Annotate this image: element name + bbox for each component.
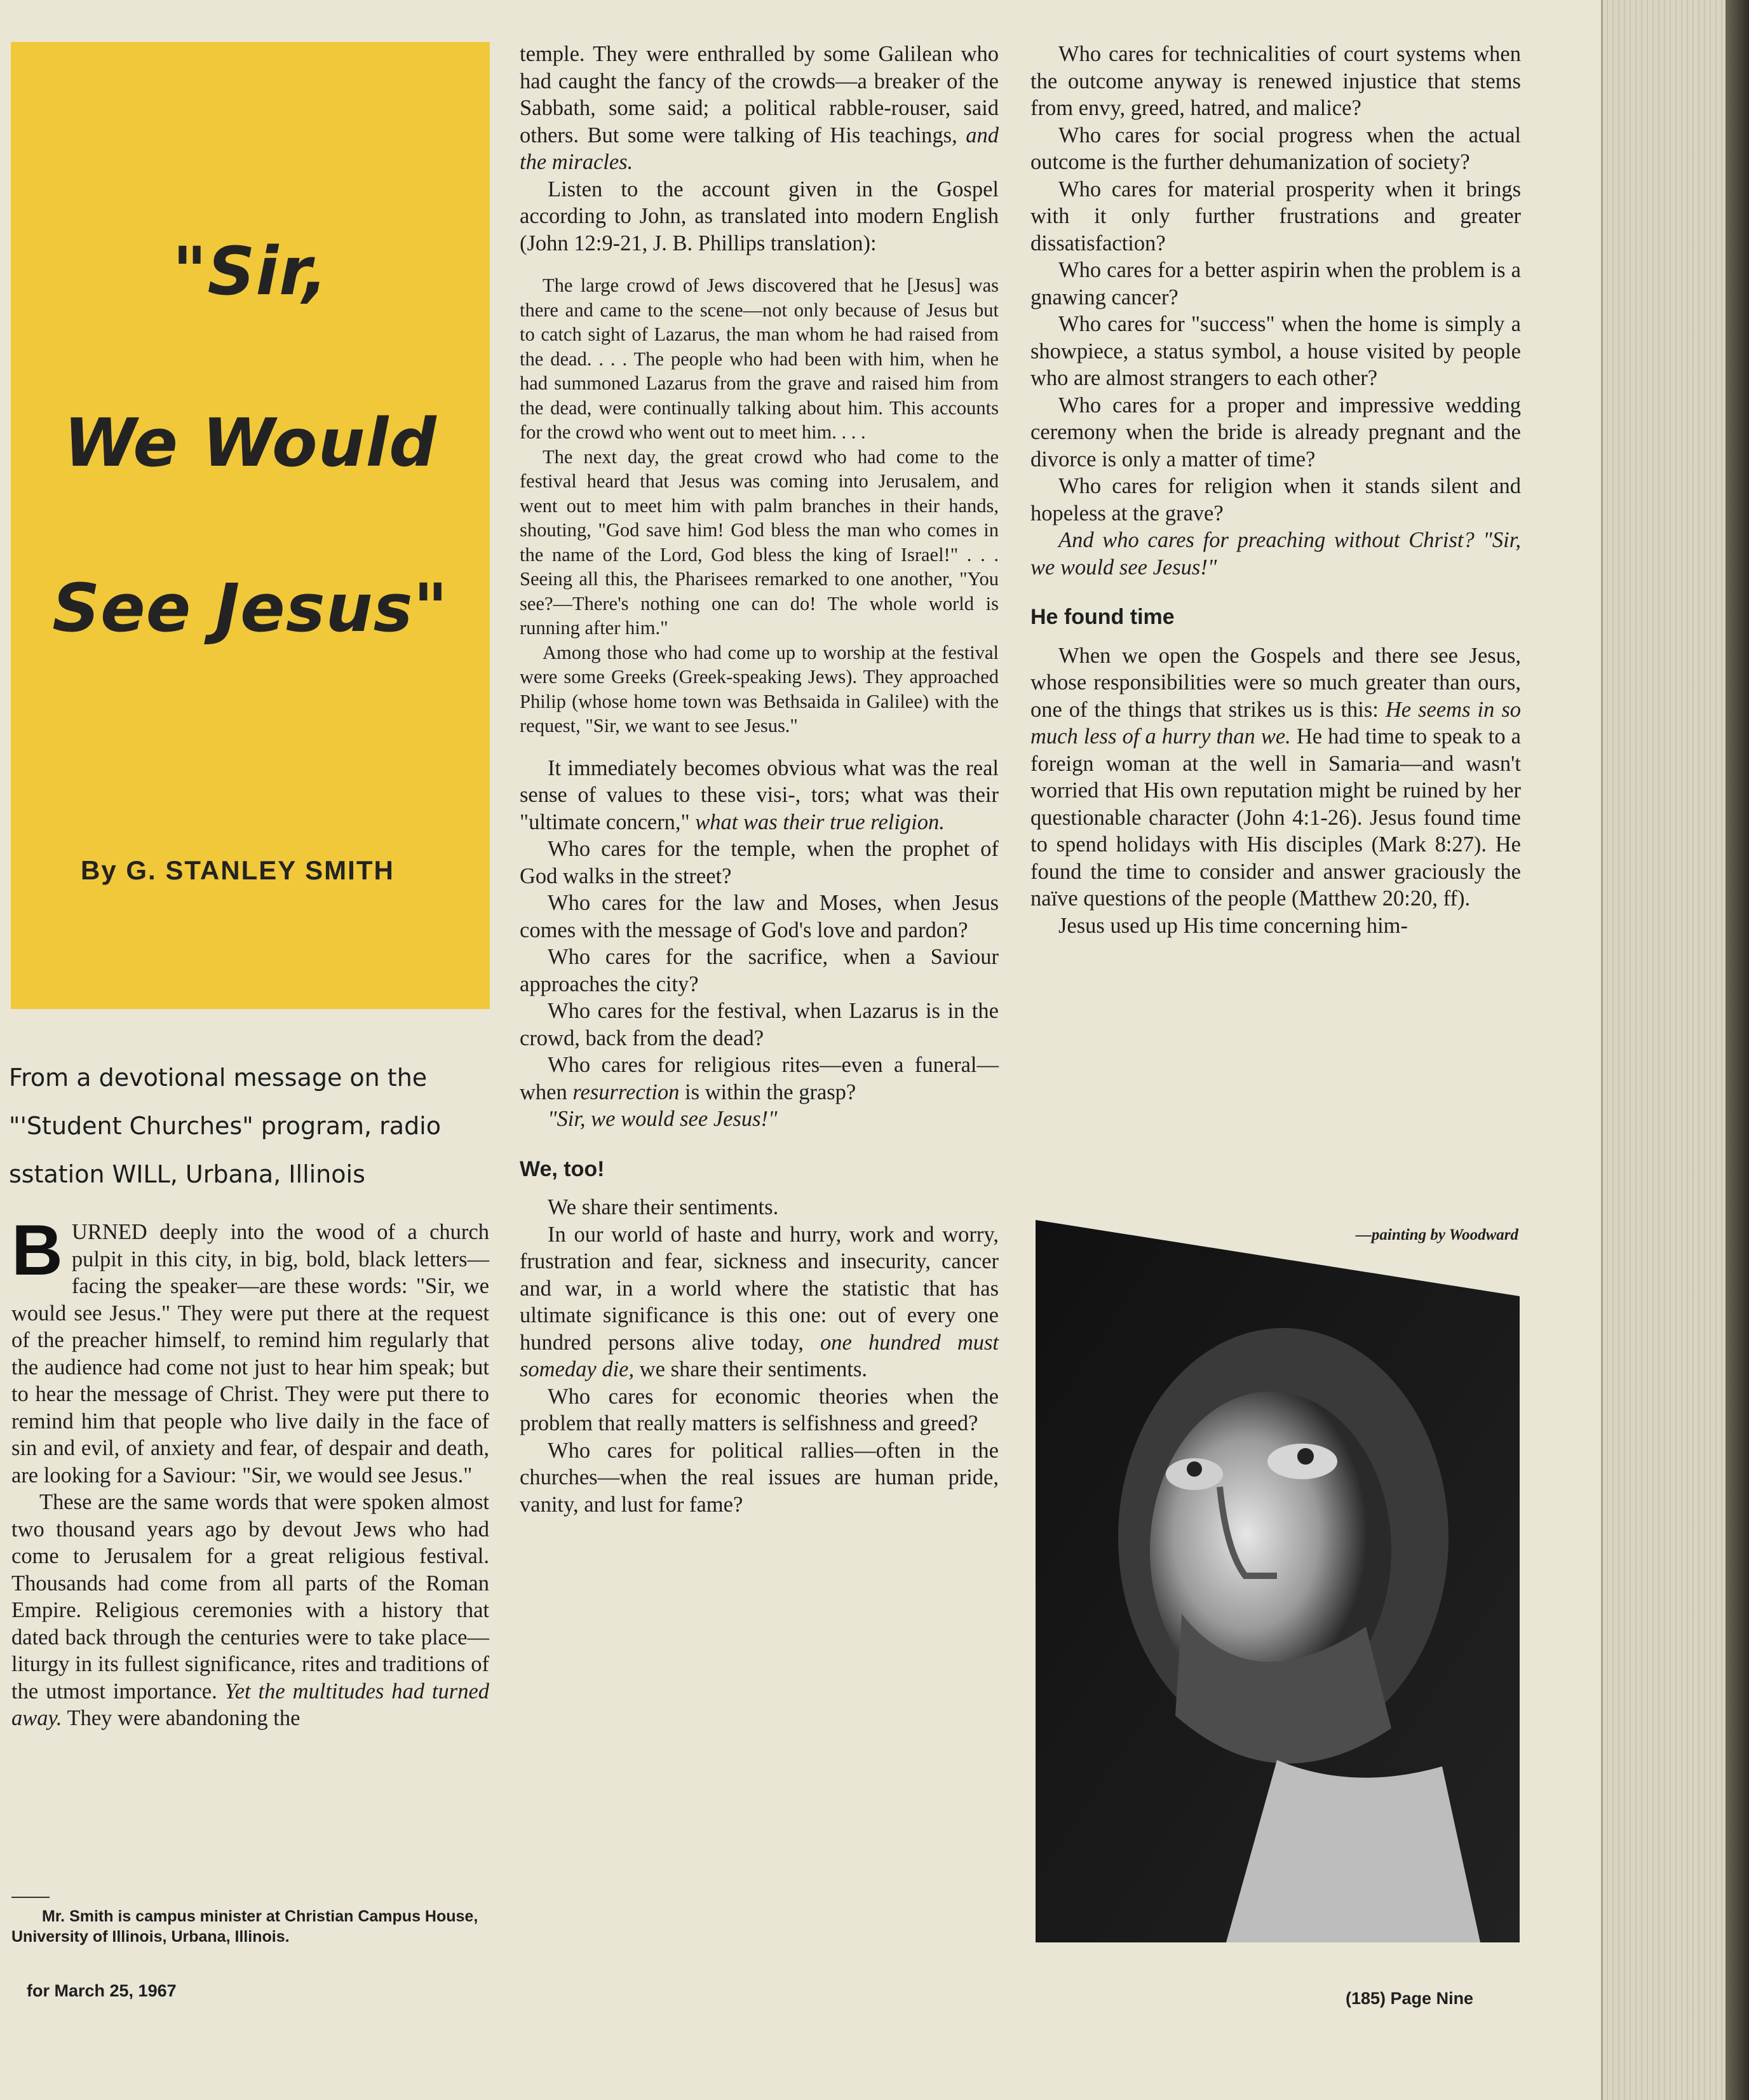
body-paragraph: Who cares for material prosperity when it brings with it only further frustrations and greater dissatisfaction? — [1030, 177, 1521, 255]
body-paragraph: Listen to the account given in the Gospel according to John, as translated into modern English (John 12:9-21, J. B. Phillips translation): — [520, 177, 999, 255]
scripture-quote: The large crowd of Jews discovered that he [Jesus] was there and came to the scene—not only because of Jesus but to catch sight of Lazarus, the man whom he had raised from the dead. . . . The people who had been with him, when he had summoned Lazarus from the grave and raised him from the dead, were continually talking about him. This accounts for the crowd who went out to meet him. . . . — [520, 274, 999, 443]
body-paragraph: Jesus used up His time concerning him- — [1058, 913, 1408, 938]
title-line-3: See Jesus" — [52, 569, 449, 647]
body-paragraph: Who cares for "success" when the home is simply a showpiece, a status symbol, a house visited by people who are almost strangers to each other? — [1030, 312, 1521, 390]
body-paragraph: These are the same words that were spoken almost two thousand years ago by devout Jews who had come to Jerusalem for a great religious festival. Thousands had come from all parts of the Roman Empire. Religious ceremonies with a history that dated back through the centuries were to take place—liturgy in its fullest significance, rites and traditions of the utmost importance. Yet the multitudes had turned away. They were abandoning the — [11, 1490, 490, 1730]
section-heading: He found time — [1030, 605, 1175, 629]
intro-subhead — [9, 1053, 492, 1198]
column-1 — [11, 1210, 490, 1732]
body-paragraph: Who cares for political rallies—often in the churches—when the real issues are human pride, vanity, and lust for fame? — [520, 1438, 999, 1517]
intro-line-3: sstation WILL, Urbana, Illinois — [9, 1160, 365, 1188]
byline: By G. STANLEY SMITH — [81, 855, 395, 885]
body-paragraph: Who cares for technicalities of court systems when the outcome anyway is renewed injustice that stems from envy, greed, hatred, and malice? — [1030, 42, 1521, 120]
scripture-quote: The next day, the great crowd who had come to the festival heard that Jesus was coming into Jerusalem, and went out to meet him with palm branches in their hands, shouting, "God save him! God bless the man who comes in the name of the Lord, God bless the king of Israel!" . . . Seeing all this, the Pharisees remarked to one another, "You see?—There's nothing one can do! The whole world is running after him." — [520, 445, 999, 639]
jesus-painting-image — [1036, 1220, 1520, 1942]
body-paragraph: Who cares for social progress when the actual outcome is the further dehumanization of society? — [1030, 123, 1521, 174]
scripture-quote: Among those who had come up to worship at the festival were some Greeks (Greek-speaking Jews). They approached Philip (whose home town was Bethsaida in Galilee) with the request, "Sir, we want to see Jesus." — [520, 641, 999, 736]
body-paragraph: We share their sentiments. — [548, 1195, 779, 1219]
title-panel — [11, 42, 490, 1009]
drop-cap: B — [11, 1210, 63, 1290]
column-2 — [520, 41, 999, 1518]
section-heading: We, too! — [520, 1156, 605, 1181]
body-paragraph: Who cares for the sacrifice, when a Saviour approaches the city? — [520, 945, 999, 996]
body-paragraph: Who cares for a proper and impressive wedding ceremony when the bride is already pregnant and the divorce is only a matter of time? — [1030, 393, 1521, 471]
body-paragraph: Who cares for the festival, when Lazarus is in the crowd, back from the dead? — [520, 999, 999, 1050]
body-paragraph: When we open the Gospels and there see Jesus, whose responsibilities were so much greater than ours, one of the things that strikes us is this: He seems in so much less of a hurry than we. He had time to speak to a foreign woman at the well in Samaria—and wasn't worried that His own reputation might be ruined by her questionable character (John 4:1-26). Jesus found time to spend holidays with His disciples (Mark 8:27). He found the time to consider and answer graciously the naïve questions of the people (Matthew 20:20, ff). — [1030, 643, 1521, 911]
book-page-edge — [1601, 0, 1749, 2100]
body-paragraph: Who cares for the temple, when the prophet of God walks in the street? — [520, 837, 999, 888]
page-number-footer: (185) Page Nine — [1346, 1989, 1474, 2008]
body-paragraph: Who cares for religious rites—even a funeral—when resurrection is within the grasp? — [520, 1053, 999, 1104]
body-paragraph: In our world of haste and hurry, work and worry, frustration and fear, sickness and insecurity, cancer and war, in a world where the statistic that has ultimate significance is this one: out of every one hundred persons alive today, one hundred must someday die, we share their sentiments. — [520, 1222, 999, 1381]
title-line-2: We Would — [64, 404, 437, 482]
body-paragraph: Who cares for economic theories when the problem that really matters is selfishness and greed? — [520, 1384, 999, 1435]
title-line-1: "Sir, — [172, 233, 328, 310]
intro-line-1: From a devotional message on the — [9, 1064, 428, 1092]
column-3 — [1030, 41, 1521, 939]
body-paragraph: Who cares for the law and Moses, when Jesus comes with the message of God's love and pardon? — [520, 891, 999, 942]
intro-line-2: "'Student Churches" program, radio — [9, 1112, 441, 1140]
footnote-rule — [11, 1897, 50, 1898]
body-paragraph: Who cares for a better aspirin when the problem is a gnawing cancer? — [1030, 258, 1521, 309]
body-paragraph: And who cares for preaching without Christ? "Sir, we would see Jesus!" — [1030, 528, 1521, 579]
author-footnote: Mr. Smith is campus minister at Christian Campus House, University of Illinois, Urbana, Illinois. — [11, 1907, 478, 1946]
painting-credit: —painting by Woodward — [1355, 1226, 1518, 1243]
body-paragraph: It immediately becomes obvious what was the real sense of values to these visi-, tors; what was their "ultimate concern," what was their true religion. — [520, 755, 999, 834]
body-paragraph: "Sir, we would see Jesus!" — [548, 1107, 778, 1131]
body-paragraph: Who cares for religion when it stands silent and hopeless at the grave? — [1030, 474, 1521, 525]
body-paragraph: BURNED deeply into the wood of a church pulpit in this city, in big, bold, black letters—facing the speaker—are these words: "Sir, we would see Jesus." They were put there at the request of the preacher himself, to remind him regularly that the audience had come not just to hear him speak; but to hear the message of Christ. They were put there to remind him that people who live daily in the face of sin and evil, of anxiety and fear, of despair and death, are looking for a Saviour: "Sir, we would see Jesus." — [11, 1210, 489, 1487]
issue-date-footer: for March 25, 1967 — [27, 1981, 177, 2000]
body-paragraph: temple. They were enthralled by some Galilean who had caught the fancy of the crowds—a breaker of the Sabbath, some said; a political rabble-rouser, said others. But some were talking of His teachings, and the miracles. — [520, 42, 999, 174]
